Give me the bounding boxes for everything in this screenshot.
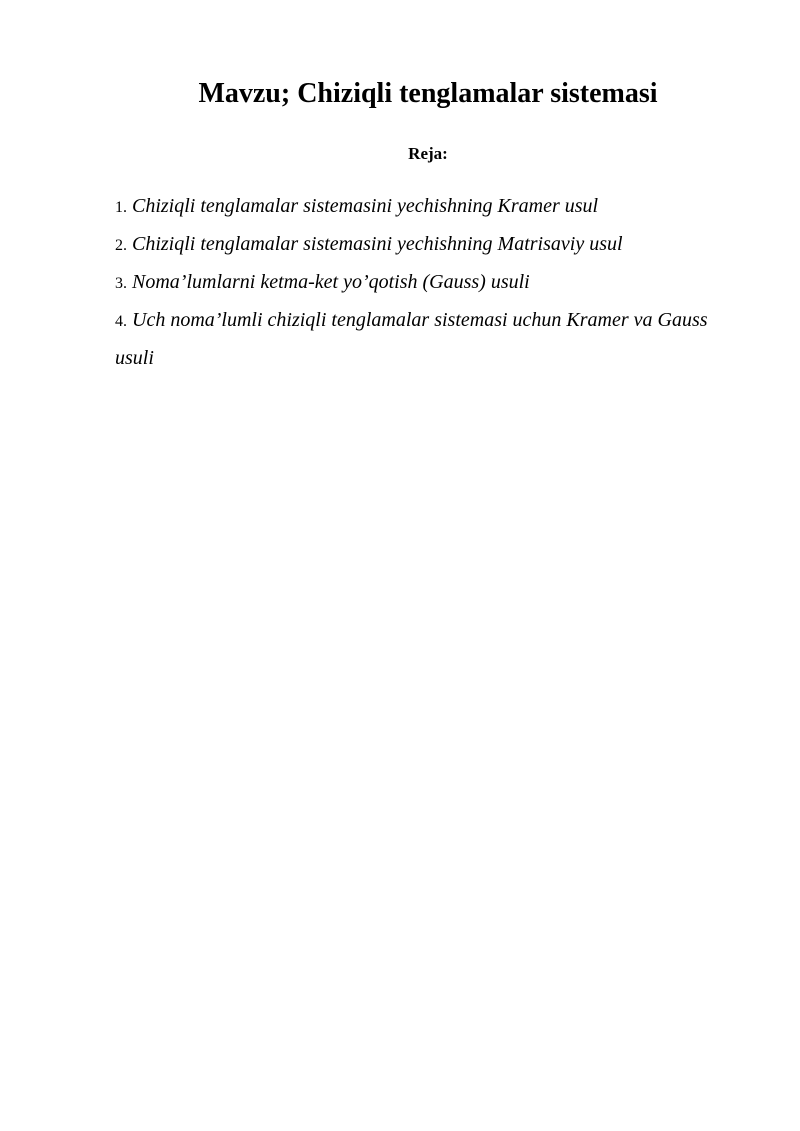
plan-item-number: 1. <box>115 199 127 216</box>
plan-item-number: 2. <box>115 237 127 254</box>
plan-item-text: Uch noma’lumli chiziqli tenglamalar sistemasi uchun Kramer va Gauss usuli <box>115 309 708 369</box>
document-title: Mavzu; Chiziqli tenglamalar sistemasi <box>198 78 658 109</box>
plan-item-text: Noma’lumlarni ketma-ket yo’qotish (Gauss) usuli <box>132 271 530 293</box>
plan-heading: Reja: <box>408 144 448 163</box>
plan-item-text: Chiziqli tenglamalar sistemasini yechishning Kramer usul <box>132 195 599 217</box>
plan-item-text: Chiziqli tenglamalar sistemasini yechishning Matrisaviy usul <box>132 233 623 255</box>
plan-item <box>115 264 715 302</box>
plan-item-number: 4. <box>115 313 127 330</box>
plan-item <box>115 188 715 226</box>
plan-list <box>115 188 715 377</box>
plan-item-number: 3. <box>115 275 127 292</box>
plan-item <box>115 302 715 377</box>
plan-item <box>115 226 715 264</box>
